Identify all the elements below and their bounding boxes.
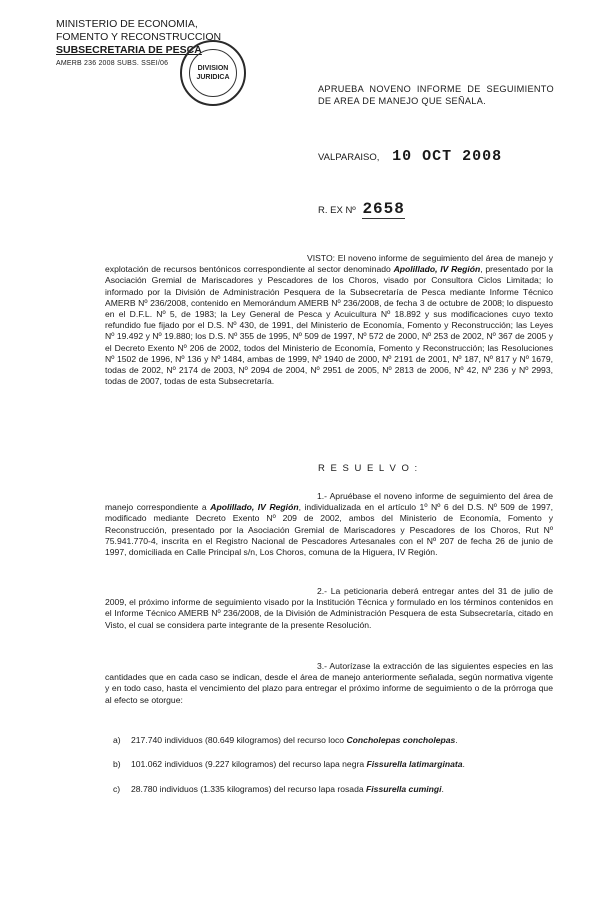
item-label: b) [113,759,121,769]
official-seal [180,40,246,106]
item-end: . [462,759,465,769]
extraction-item-a [113,735,553,745]
p2-text: 2.- La peticionaria deberá entregar antes del 31 de julio de 2009, el próximo informe de seguimiento visado por la Institución Técnica y formulado en los términos contenidos en el Informe Técnico AMERB Nº 236/2008, de la División de Administración Pesquera de esta Subsecretaría, citado en Visto, el cual se considera parte integrante de la presente Resolución. [105,586,553,630]
place: VALPARAISO, [318,152,380,163]
item-label: c) [113,784,121,794]
visto-text-2: , presentado por la Asociación Gremial de Mariscadores y Pescadores de los Choros, visado por Consultora Ciclos Limitada; lo informado por la División de Administración Pesquera de la Subsecretaría de Pesca mediante Informe Técnico AMERB Nº 236/2008, contenido en Memorándum AMERB Nº 236/2008, de fecha 3 de octubre de 2008; lo dispuesto en el D.F.L. Nº 5, de 1983; la Ley General de Pesca y Acuicultura Nº 18.892 y sus modificaciones cuyo texto refundido fue fijado por el D.S. Nº 430, de 1991, del Ministerio de Economía, Fomento y Reconstrucción; las Leyes Nº 19.492 y Nº 19.880; los D.S. Nº 355 de 1995, Nº 509 de 1997, Nº 572 de 2000, Nº 253 de 2002, Nº 367 de 2005 y el Decreto Exento Nº 206 de 2002, todos del Ministerio de Economía, Fomento y Reconstrucción; las Resoluciones Nº 1502 de 1996, Nº 136 y Nº 1484, ambas de 1999, Nº 1940 de 2000, Nº 2191 de 2001, Nº 187, Nº 817 y Nº 1679, todas de 2002, Nº 2174 de 2003, Nº 2094 de 2004, Nº 2951 de 2005, Nº 2813 de 2006, Nº 42, Nº 236 y Nº 2993, todas de 2007, todas de esta Subsecretaría. [105,264,553,387]
subsecretaria-name: SUBSECRETARIA DE PESCA [56,44,202,56]
subject: APRUEBA NOVENO INFORME DE SEGUIMIENTO DE AREA DE MANEJO QUE SEÑALA. [318,84,554,106]
resuelvo-paragraph-2 [105,586,553,631]
item-species: Fissurella cumingi [366,784,442,794]
resuelvo-paragraph-1 [105,491,553,558]
visto-text-1: El noveno informe de seguimiento del área de manejo y explotación de recursos bentónicos correspondiente al sector denominado [105,253,553,275]
resuelvo-paragraph-3 [105,661,553,706]
visto-sector: Apolillado, IV Región [393,264,481,275]
item-end: . [455,735,458,745]
visto-lead: VISTO: [307,253,336,263]
resolution-value: 2658 [362,200,405,218]
p1-sector: Apolillado, IV Región [210,502,299,513]
resolution-label: R. EX Nº [318,205,356,216]
p1-text: , individualizada en el artículo 1º Nº 6 del D.S. Nº 509 de 1997, modificado mediante Decreto Exento Nº 209 de 2002, ambos del Ministerio de Economía, Fomento y Reconstrucción, presentado por la Asociación Gremial de Mariscadores y Pescadores de los Choros, Rut Nº 75.941.770-4, inscrita en el Registro Nacional de Pescadores Artesanales con el Nº 207 de fecha 26 de junio de 1997, domiciliada en Calle Principal s/n, Los Choros, comuna de la Higuera, IV Región. [105,502,553,558]
resuelvo-heading: R E S U E L V O : [318,463,419,474]
item-species: Concholepas concholepas [346,735,456,745]
ministry-name-2: FOMENTO Y RECONSTRUCCION [56,31,222,43]
seal-line-2: JURIDICA [196,74,230,81]
ministry-name: MINISTERIO DE ECONOMIA, [56,18,198,30]
extraction-item-b [113,759,553,769]
place-date [318,148,502,165]
item-species: Fissurella latimarginata [366,759,463,769]
extraction-item-c [113,784,553,794]
item-text: 217.740 individuos (80.649 kilogramos) del recurso loco [131,735,347,745]
item-text: 28.780 individuos (1.335 kilogramos) del recurso lapa rosada [131,784,367,794]
item-text: 101.062 individuos (9.227 kilogramos) del recurso lapa negra [131,759,367,769]
date-stamp: 10 OCT 2008 [392,148,503,165]
seal-inner-ring [189,49,237,97]
p1-lead: 1.- Apruébase el noveno informe de seguimiento del área de manejo correspondiente a [105,491,553,513]
item-label: a) [113,735,121,745]
resolution-number [318,200,405,218]
visto-paragraph [105,253,553,387]
p3-text: 3.- Autorízase la extracción de las siguientes especies en las cantidades que en cada caso se indican, desde el área de manejo anteriormente señalada, según normativa vigente y en todo caso, hasta el vencimiento del plazo para entregar el próximo informe de seguimiento o de la prórroga que al efecto se otorgue: [105,661,553,705]
item-end: . [441,784,444,794]
seal-line-1: DIVISION [197,65,229,72]
reference-code: AMERB 236 2008 SUBS. SSEI/06 [56,60,169,67]
